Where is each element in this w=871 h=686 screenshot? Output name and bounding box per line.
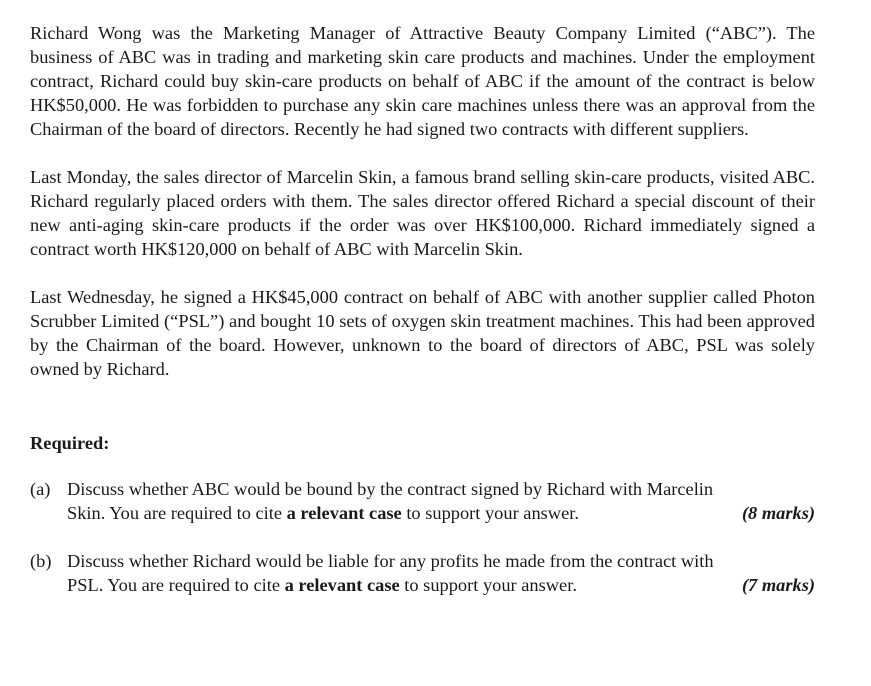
question-a	[30, 477, 815, 525]
case-paragraph-1: Richard Wong was the Marketing Manager of Attractive Beauty Company Limited (“ABC”). The business of ABC was in trading and marketing skin care products and machines. Under the employment contract, Richard could buy skin-care products on behalf of ABC if the amount of the contract is below HK$50,000. He was forbidden to purchase any skin care machines unless there was an approval from the Chairman of the board of directors. Recently he had signed two contracts with different suppliers.	[30, 23, 815, 139]
question-b-emphasis: a relevant case	[284, 575, 400, 595]
question-a-text-end: to support your answer.	[401, 503, 579, 523]
question-b-text-start: PSL. You are required to cite	[67, 575, 285, 595]
question-a-line-2	[67, 501, 815, 525]
question-b-label: (b)	[30, 551, 52, 571]
question-a-marks: (8 marks)	[741, 503, 815, 523]
question-b-line-1: Discuss whether Richard would be liable for any profits he made from the contract with	[67, 551, 714, 571]
question-b-marks: (7 marks)	[741, 575, 815, 595]
question-a-label: (a)	[30, 479, 51, 499]
question-b-text-end: to support your answer.	[399, 575, 577, 595]
question-a-emphasis: a relevant case	[286, 503, 402, 523]
case-paragraph-3: Last Wednesday, he signed a HK$45,000 contract on behalf of ABC with another supplier called Photon Scrubber Limited (“PSL”) and bought 10 sets of oxygen skin treatment machines. This had been approved by the Chairman of the board. However, unknown to the board of directors of ABC, PSL was solely owned by Richard.	[30, 287, 815, 379]
case-paragraph-2: Last Monday, the sales director of Marcelin Skin, a famous brand selling skin-care products, visited ABC. Richard regularly placed orders with them. The sales director offered Richard a special discount of their new anti-aging skin-care products if the order was over HK$100,000. Richard immediately signed a contract worth HK$120,000 on behalf of ABC with Marcelin Skin.	[30, 167, 815, 259]
question-b-line-2	[67, 573, 815, 597]
question-a-text	[67, 501, 579, 525]
question-b-text	[67, 573, 577, 597]
question-b	[30, 549, 815, 597]
question-a-line-1: Discuss whether ABC would be bound by the contract signed by Richard with Marcelin	[67, 479, 714, 499]
question-a-text-start: Skin. You are required to cite	[67, 503, 287, 523]
required-heading: Required:	[30, 433, 110, 453]
